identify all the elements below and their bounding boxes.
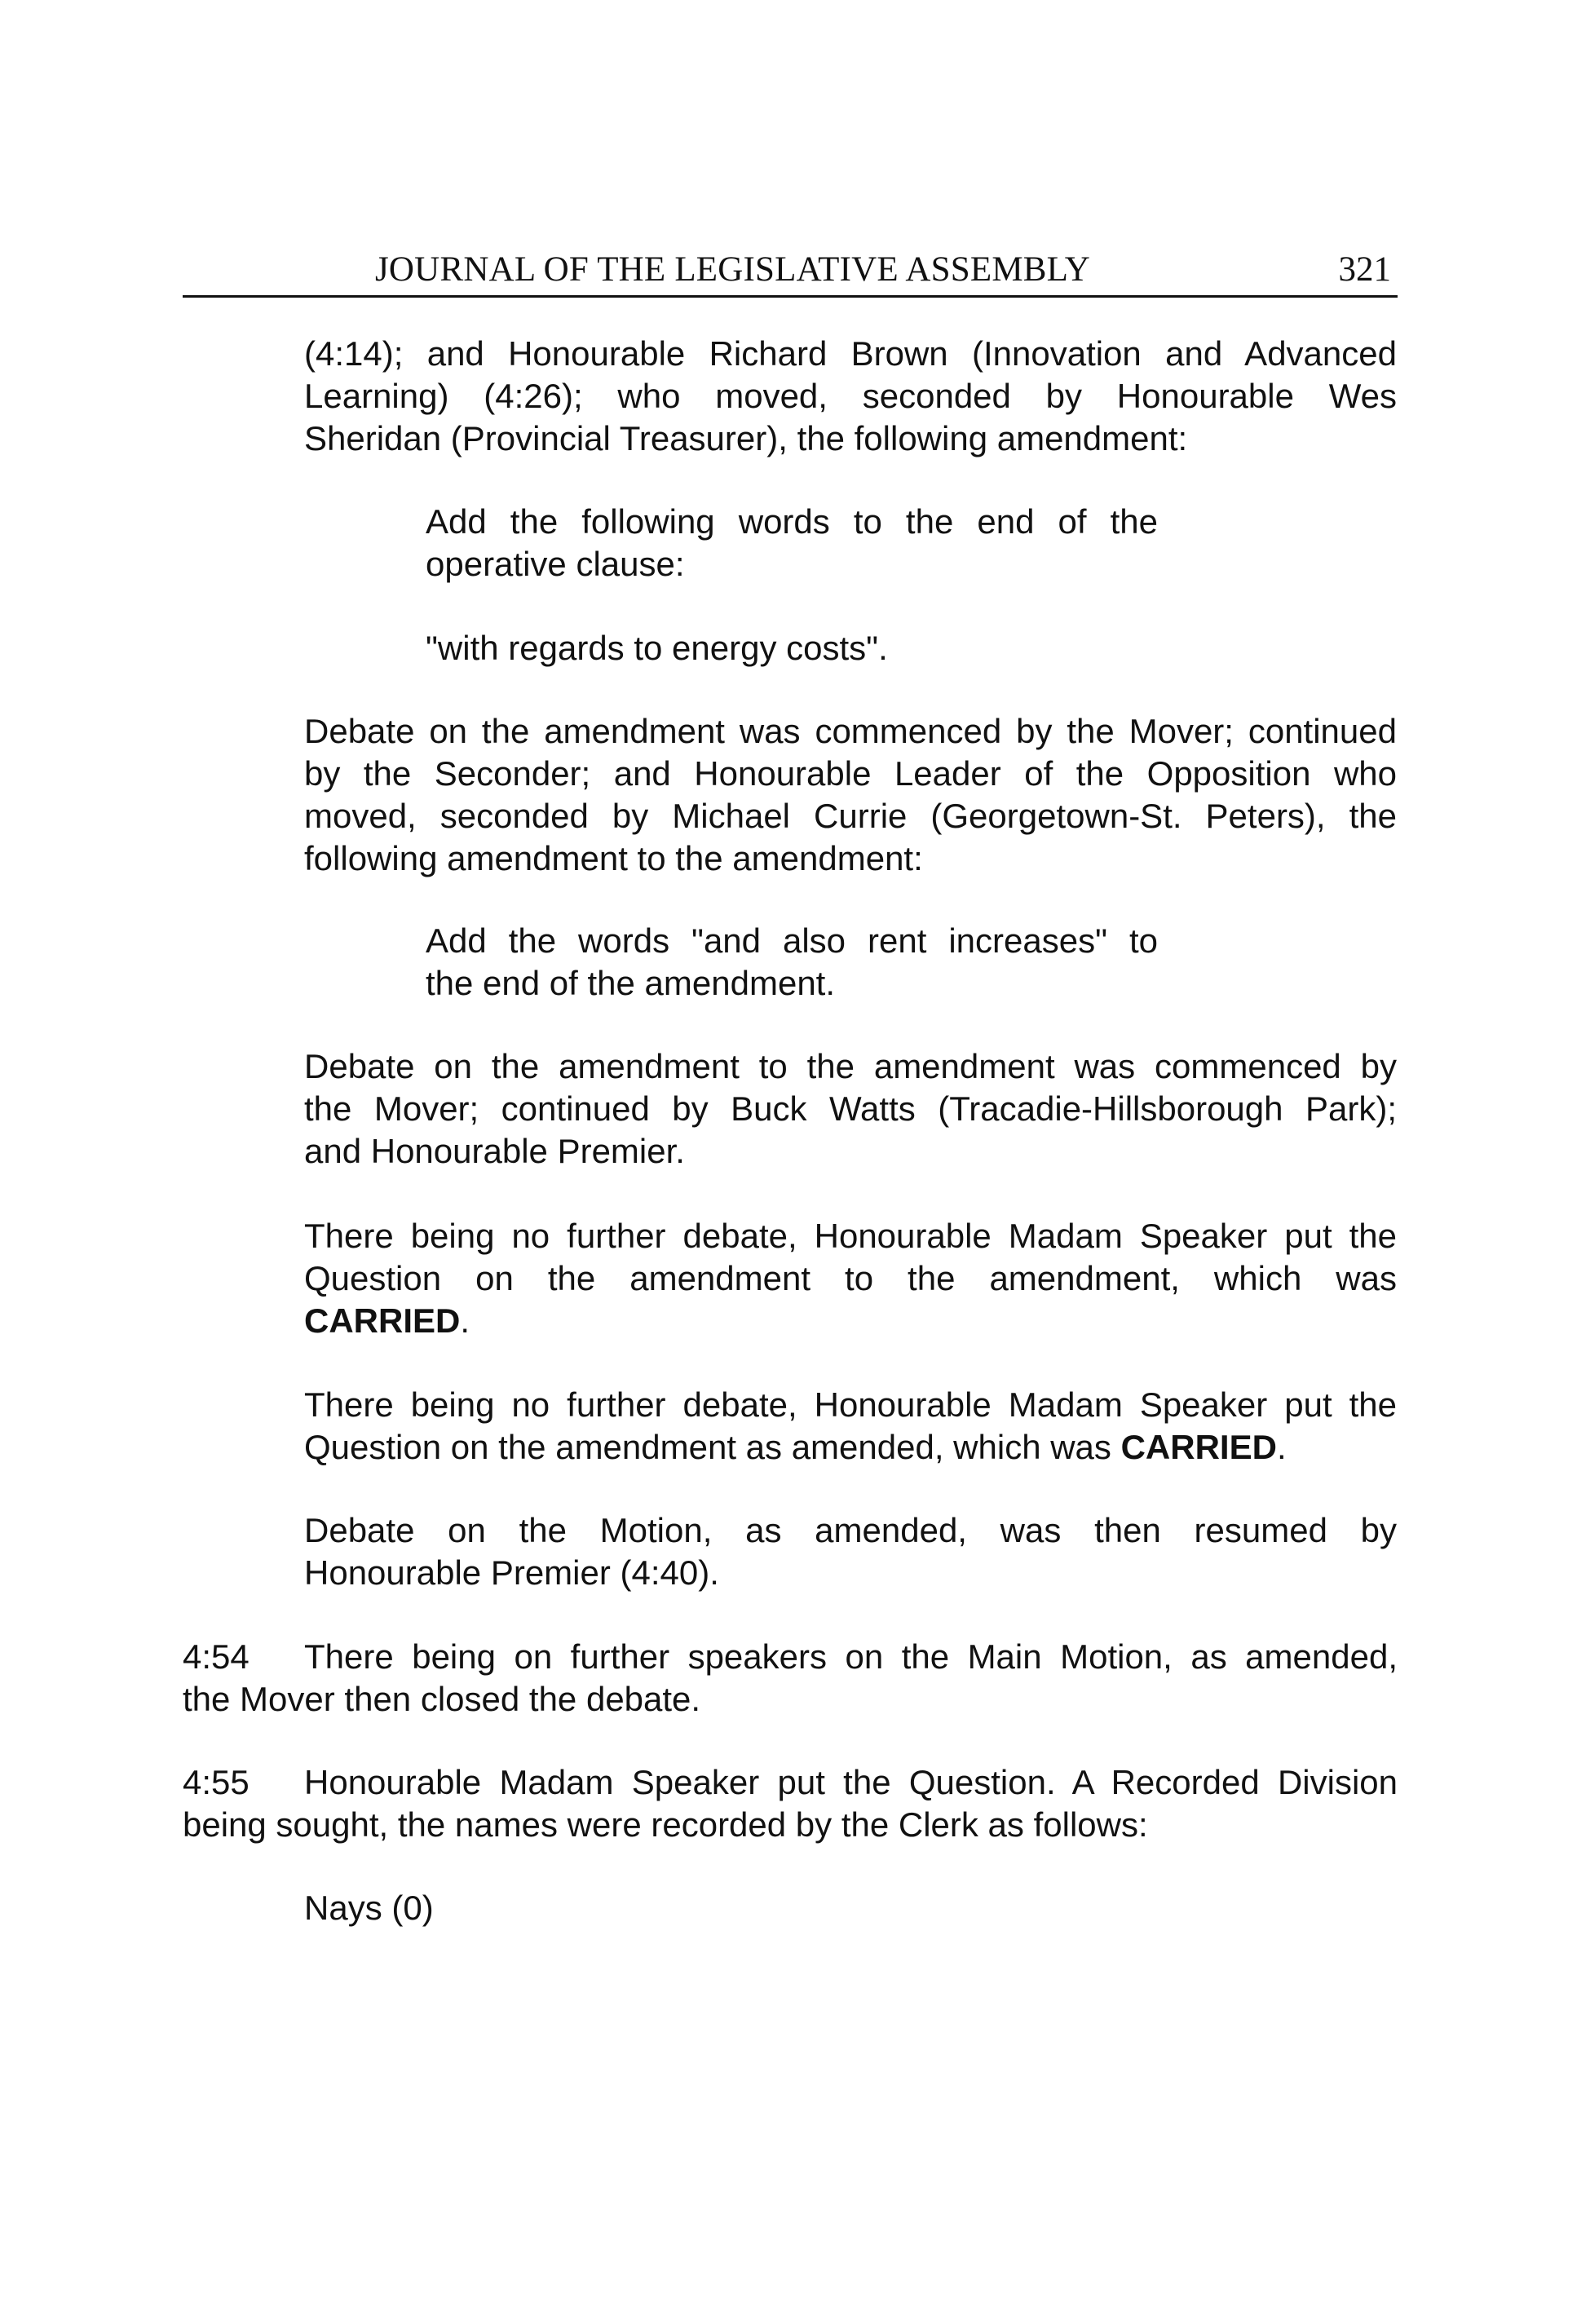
text-line (304, 1300, 1397, 1342)
text-line: by the Seconder; and Honourable Leader of the Opposition who (304, 754, 1397, 793)
quoted-subamendment (426, 920, 1158, 1005)
text-span: Honourable Madam Speaker put the Question. A Recorded Division (304, 1763, 1398, 1801)
nays-heading (304, 1887, 1397, 1929)
paragraph-subamendment-debate (304, 1045, 1397, 1173)
text-line (183, 1636, 1398, 1678)
page-number: 321 (1338, 250, 1391, 289)
text-line: the Mover; continued by Buck Watts (Tracadie-Hillsborough Park); (304, 1089, 1397, 1128)
text-line: Sheridan (Provincial Treasurer), the following amendment: (304, 419, 1188, 457)
text-line (183, 1761, 1398, 1804)
text-line: Learning) (4:26); who moved, seconded by Honourable Wes (304, 377, 1397, 415)
text-line: Honourable Premier (4:40). (304, 1553, 719, 1592)
text-line: (4:14); and Honourable Richard Brown (Innovation and Advanced (304, 334, 1397, 373)
text-line: "with regards to energy costs". (426, 629, 888, 667)
text-span: There being on further speakers on the Main Motion, as amended, (304, 1637, 1398, 1676)
quoted-amendment-instruction (426, 501, 1158, 585)
text-line: moved, seconded by Michael Currie (Georgetown-St. Peters), the (304, 797, 1397, 835)
paragraph-amendment-debate (304, 710, 1397, 880)
text-line: the end of the amendment. (426, 964, 836, 1002)
sentence-end: . (1276, 1428, 1287, 1466)
text-line: following amendment to the amendment: (304, 839, 923, 877)
text-line: There being no further debate, Honourable Madam Speaker put the (304, 1385, 1397, 1424)
text-line: Debate on the amendment to the amendment was commenced by (304, 1047, 1397, 1085)
timestamp: 4:54 (183, 1637, 250, 1676)
text-line: Question on the amendment to the amendment, which was (304, 1259, 1397, 1297)
paragraph-amendment-mover (304, 333, 1397, 460)
text-line: the Mover then closed the debate. (183, 1680, 701, 1718)
running-header (183, 245, 1398, 298)
result-carried: CARRIED (304, 1301, 461, 1340)
text-line: There being no further debate, Honourable Madam Speaker put the (304, 1217, 1397, 1255)
paragraph-recorded-division (183, 1761, 1398, 1846)
paragraph-debate-closed (183, 1636, 1398, 1721)
text-line: Add the words "and also rent increases" to (426, 921, 1158, 960)
text-line: being sought, the names were recorded by the Clerk as follows: (183, 1805, 1148, 1844)
journal-title: JOURNAL OF THE LEGISLATIVE ASSEMBLY (375, 250, 1091, 289)
paragraph-motion-resumed (304, 1509, 1397, 1594)
timestamp: 4:55 (183, 1763, 250, 1801)
text-line (304, 1426, 1397, 1469)
text-line: Debate on the amendment was commenced by the Mover; continued (304, 712, 1397, 750)
text-line: Debate on the Motion, as amended, was then resumed by (304, 1511, 1397, 1549)
quoted-amendment-words (426, 627, 1158, 669)
result-carried: CARRIED (1120, 1428, 1277, 1466)
nays-count: Nays (0) (304, 1889, 434, 1927)
text-line: operative clause: (426, 545, 685, 583)
paragraph-subamendment-carried (304, 1215, 1397, 1342)
text-line: and Honourable Premier. (304, 1132, 685, 1170)
text-span: Question on the amendment as amended, which was (304, 1428, 1121, 1466)
sentence-end: . (460, 1301, 470, 1340)
paragraph-amendment-carried (304, 1384, 1397, 1469)
text-line: Add the following words to the end of the (426, 502, 1158, 541)
